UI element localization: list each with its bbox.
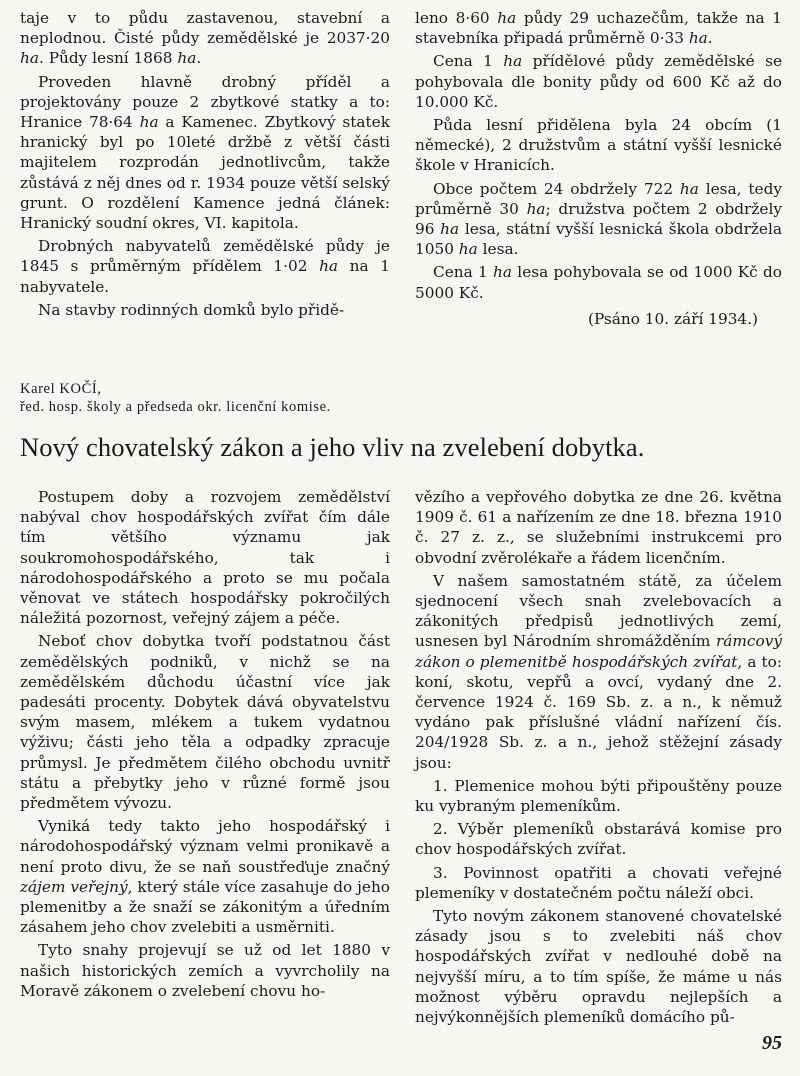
paragraph: Proveden hlavně drobný příděl a projektovány pouze 2 zbytkové statky a to: Hranice 78·64 ha a Kamenec. Zbytkový statek hranický byl po 10leté držbě z větší části majitelem rozprodán jednotlivcům, takže zůstává z něj dnes od r. 1934 pouze větší selský grunt. O rozdělení Kamence jedná článek: Hranický soudní okres, VI. kapitola. (20, 72, 390, 233)
paragraph: Cena 1 ha lesa pohybovala se od 1000 Kč do 5000 Kč. (415, 263, 782, 302)
paragraph: Postupem doby a rozvojem zemědělství nabýval chov hospodářských zvířat čím dále tím většího významu jak soukromohospodářského, tak i národohospodářského a proto se mu počala věnovat ve státech hospodářsky pokročilých náležitá pozornost, veřejný zájem a péče. (20, 488, 390, 628)
author-name: Karel KOČÍ, (20, 381, 102, 397)
list-item: 3. Povinnost opatřiti a chovati veřejné plemeníky v dostatečném počtu náleží obci. (415, 863, 782, 902)
paragraph: Neboť chov dobytka tvoří podstatnou část zemědělských podniků, v nichž se na zemědělském důchodu účastní více jak padesáti procenty. Dobytek dává obyvatelstvu svým masem, mlékem a tukem vydatnou výživu; části jeho těla a odpadky zpracuje průmysl. Je předmětem čilého obchodu uvnitř státu a přebytky jeho v různé formě jsou předmětem vývozu. (20, 632, 390, 813)
paragraph: Vyniká tedy takto jeho hospodářský i národohospodářský význam velmi pronikavě a není proto divu, že se naň soustřeďuje značný zájem veřejný, který stále více zasahuje do jeho plemenitby a že snaží se zákonitým a úředním zásahem jeho chov zvelebiti a usměrniti. (20, 817, 391, 937)
author-role: řed. hosp. školy a předseda okr. licenční komise. (20, 399, 331, 415)
paragraph: V našem samostatném státě, za účelem sjednocení všech snah zvelebovacích a zákonitých předpisů jednotlivých zemí, usnesen byl Národním shromážděním rámcový zákon o plemenitbě hospodářských zvířat, a to: koní, skotu, vepřů a ovcí, vydaný dne 2. července 1924 č. 169 Sb. z. a n., k němuž vydáno pak příslušné vládní nařízení čís. 204/1928 Sb. z. a n., jehož stěžejní zásady jsou: (415, 571, 782, 772)
paragraph: Tyto novým zákonem stanovené chovatelské zásady jsou s to zvelebiti náš chov hospodářských zvířat v nedlouhé době na nejvyšší míru, a to tím spíše, že máme u nás možnost výběru opravdu nejlepších a nejvýkonnějších plemeníků domácího pů- (415, 907, 782, 1027)
paragraph: leno 8·60 ha půdy 29 uchazečům, takže na 1 stavebníka připadá průměrně 0·33 ha. (415, 9, 783, 48)
paragraph: Obce počtem 24 obdržely 722 ha lesa, tedy průměrně 30 ha; družstva počtem 2 obdržely 96 ha lesa, státní vyšší lesnická škola obdržela 1050 ha lesa. (415, 179, 783, 259)
list-item: 2. Výběr plemeníků obstarává komise pro chov hospodářských zvířat. (415, 820, 782, 859)
page-number: 95 (762, 1032, 782, 1054)
paragraph: Cena 1 ha přídělové půdy zemědělské se pohybovala dle bonity půdy od 600 Kč až do 10.000 Kč. (415, 52, 782, 111)
list-item: 1. Plemenice mohou býti připouštěny pouze ku vybraným plemeníkům. (415, 776, 782, 816)
article-headline: Nový chovatelský zákon a jeho vliv na zvelebení dobytka. (20, 432, 645, 462)
top-left-column (20, 8, 390, 320)
article-right-column (415, 487, 782, 1027)
paragraph: Drobných nabyvatelů zemědělské půdy je 1845 s průměrným přídělem 1·02 ha na 1 nabyvatele. (20, 237, 390, 296)
paragraph: Tyto snahy projevují se už od let 1880 v našich historických zemích a vyvrcholily na Moravě zákonem o zvelebení chovu ho- (20, 941, 390, 1000)
paragraph: vězího a vepřového dobytka ze dne 26. května 1909 č. 61 a nařízením ze dne 18. března 1910 č. 27 z. z., se služebními instrukcemi pro obvodní zvěrolékaře a řádem licenčním. (415, 488, 782, 567)
paragraph: taje v to půdu zastavenou, stavební a neplodnou. Čisté půdy zemědělské je 2037·20 ha. Půdy lesní 1868 ha. (20, 9, 390, 68)
article-left-column (20, 487, 390, 1001)
author-byline (20, 380, 331, 416)
paragraph: Na stavby rodinných domků bylo přidě- (38, 300, 345, 319)
top-right-column (415, 8, 782, 329)
date-signoff: (Psáno 10. září 1934.) (588, 309, 758, 328)
paragraph: Půda lesní přidělena byla 24 obcím (1 německé), 2 družstvům a státní vyšší lesnické škole v Hranicích. (415, 116, 782, 175)
